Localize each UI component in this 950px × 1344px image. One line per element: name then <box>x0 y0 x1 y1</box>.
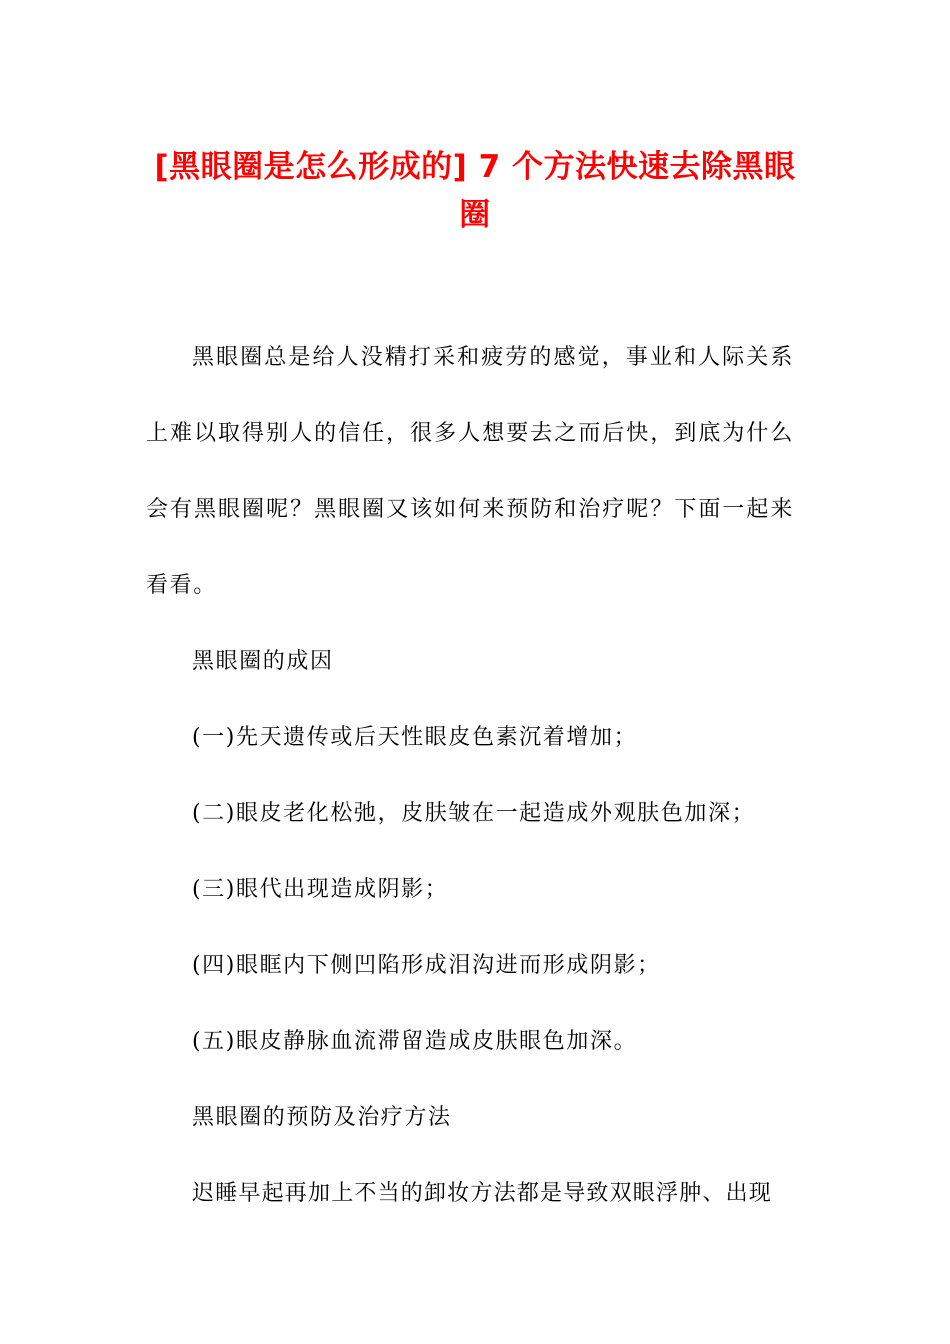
section-heading-causes: 黑眼圈的成因 <box>192 649 334 674</box>
cause-item-2: (二)眼皮老化松弛，皮肤皱在一起造成外观肤色加深； <box>192 801 756 826</box>
cause-item-4: (四)眼眶内下侧凹陷形成泪沟进而形成阴影； <box>192 953 661 978</box>
section-heading-prevention: 黑眼圈的预防及治疗方法 <box>192 1105 452 1130</box>
cause-item-1: (一)先天遗传或后天性眼皮色素沉着增加； <box>192 725 638 750</box>
document-body <box>146 320 794 1232</box>
cause-item-5: (五)眼皮静脉血流滞留造成皮肤眼色加深。 <box>192 1029 638 1054</box>
prevention-paragraph: 迟睡早起再加上不当的卸妆方法都是导致双眼浮肿、出现 <box>192 1181 773 1206</box>
document-title: [黑眼圈是怎么形成的] 7 个方法快速去除黑眼圈 <box>154 149 796 233</box>
intro-paragraph: 黑眼圈总是给人没精打采和疲劳的感觉，事业和人际关系上难以取得别人的信任，很多人想要去之而后快，到底为什么会有黑眼圈呢？黑眼圈又该如何来预防和治疗呢？下面一起来看看。 <box>146 345 794 598</box>
cause-item-3: (三)眼代出现造成阴影； <box>192 877 449 902</box>
